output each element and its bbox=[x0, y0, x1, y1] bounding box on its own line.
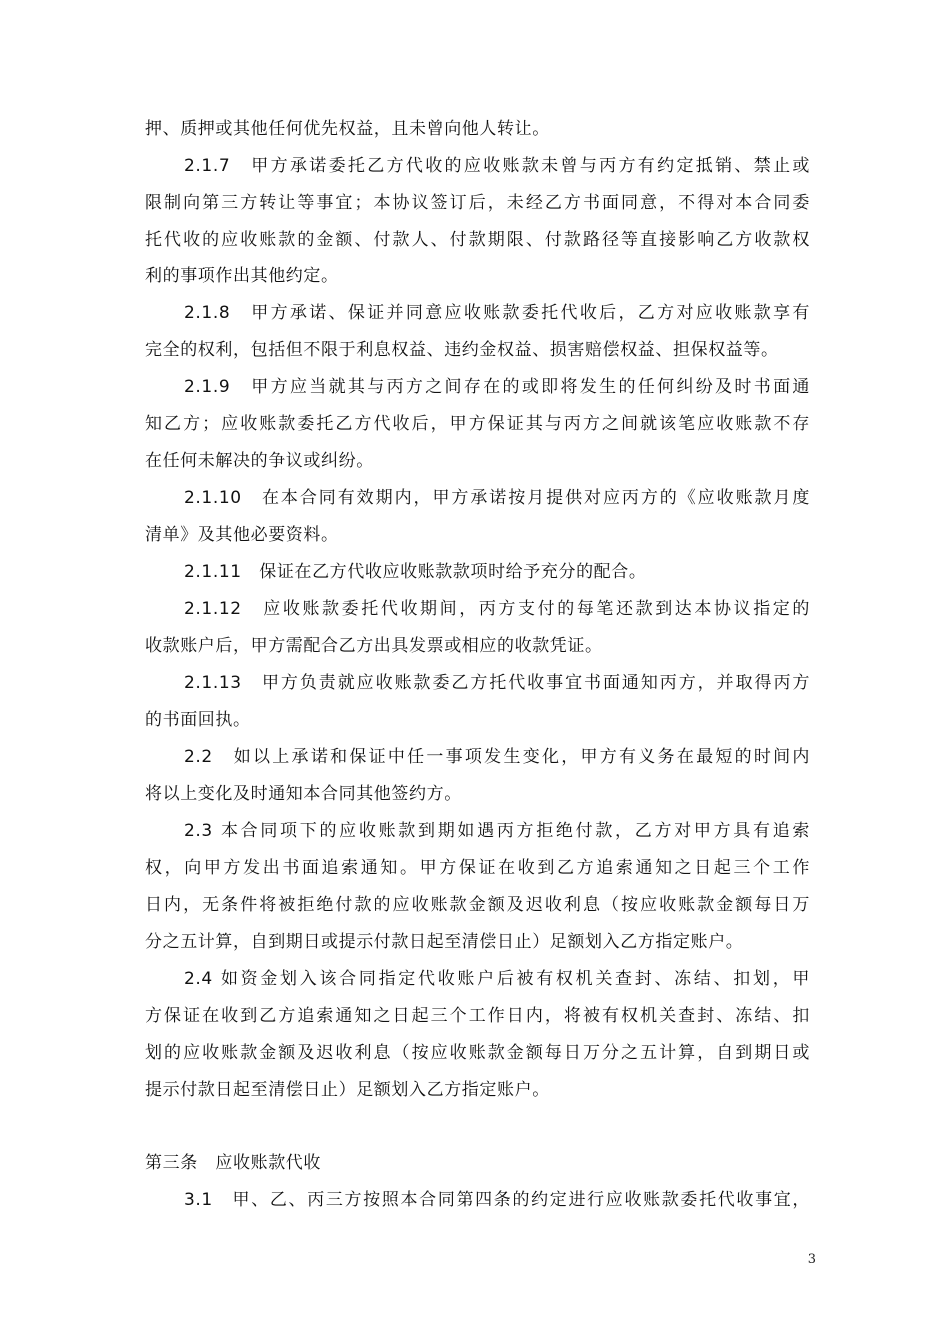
text-line: 日内，无条件将被拒绝付款的应收账款金额及迟收利息（按应收账款金额每日万 bbox=[145, 895, 810, 915]
text-line: 提示付款日起至清偿日止）足额划入乙方指定账户。 bbox=[145, 1080, 550, 1100]
text-line: 2.1.7 甲方承诺委托乙方代收的应收账款未曾与丙方有约定抵销、禁止或 bbox=[184, 156, 810, 176]
text-line: 2.2 如以上承诺和保证中任一事项发生变化，甲方有义务在最短的时间内 bbox=[184, 747, 810, 767]
text-line: 2.1.11 保证在乙方代收应收账款款项时给予充分的配合。 bbox=[184, 562, 647, 582]
text-line: 限制向第三方转让等事宜；本协议签订后，未经乙方书面同意，不得对本合同委 bbox=[145, 193, 810, 213]
text-line: 知乙方；应收账款委托乙方代收后，甲方保证其与丙方之间就该笔应收账款不存 bbox=[145, 414, 810, 434]
text-line: 的书面回执。 bbox=[145, 710, 251, 730]
section-heading: 第三条 应收账款代收 bbox=[145, 1153, 321, 1173]
text-line: 在任何未解决的争议或纠纷。 bbox=[145, 451, 374, 471]
text-line: 2.1.9 甲方应当就其与丙方之间存在的或即将发生的任何纠纷及时书面通 bbox=[184, 377, 810, 397]
text-line: 清单》及其他必要资料。 bbox=[145, 525, 339, 545]
text-line: 2.1.10 在本合同有效期内，甲方承诺按月提供对应丙方的《应收账款月度 bbox=[184, 488, 810, 508]
text-line: 2.3 本合同项下的应收账款到期如遇丙方拒绝付款，乙方对甲方具有追索 bbox=[184, 821, 810, 841]
text-line: 收款账户后，甲方需配合乙方出具发票或相应的收款凭证。 bbox=[145, 636, 603, 656]
text-line: 押、质押或其他任何优先权益，且未曾向他人转让。 bbox=[145, 119, 550, 139]
page-number: 3 bbox=[807, 1252, 816, 1267]
text-line: 方保证在收到乙方追索通知之日起三个工作日内，将被有权机关查封、冻结、扣 bbox=[145, 1006, 810, 1026]
text-line: 分之五计算，自到期日或提示付款日起至清偿日止）足额划入乙方指定账户。 bbox=[145, 932, 744, 952]
text-line: 2.1.12 应收账款委托代收期间，丙方支付的每笔还款到达本协议指定的 bbox=[184, 599, 810, 619]
text-line: 将以上变化及时通知本合同其他签约方。 bbox=[145, 784, 462, 804]
text-line: 2.4 如资金划入该合同指定代收账户后被有权机关查封、冻结、扣划，甲 bbox=[184, 969, 810, 989]
text-line: 权，向甲方发出书面追索通知。甲方保证在收到乙方追索通知之日起三个工作 bbox=[145, 858, 810, 878]
text-line: 2.1.13 甲方负责就应收账款委乙方托代收事宜书面通知丙方，并取得丙方 bbox=[184, 673, 810, 693]
text-line: 3.1 甲、乙、丙三方按照本合同第四条的约定进行应收账款委托代收事宜， bbox=[184, 1190, 810, 1210]
text-line: 完全的权利，包括但不限于利息权益、违约金权益、损害赔偿权益、担保权益等。 bbox=[145, 340, 779, 360]
text-line: 利的事项作出其他约定。 bbox=[145, 266, 339, 286]
text-line: 2.1.8 甲方承诺、保证并同意应收账款委托代收后，乙方对应收账款享有 bbox=[184, 303, 810, 323]
text-line: 划的应收账款金额及迟收利息（按应收账款金额每日万分之五计算，自到期日或 bbox=[145, 1043, 810, 1063]
text-line: 托代收的应收账款的金额、付款人、付款期限、付款路径等直接影响乙方收款权 bbox=[145, 230, 810, 250]
